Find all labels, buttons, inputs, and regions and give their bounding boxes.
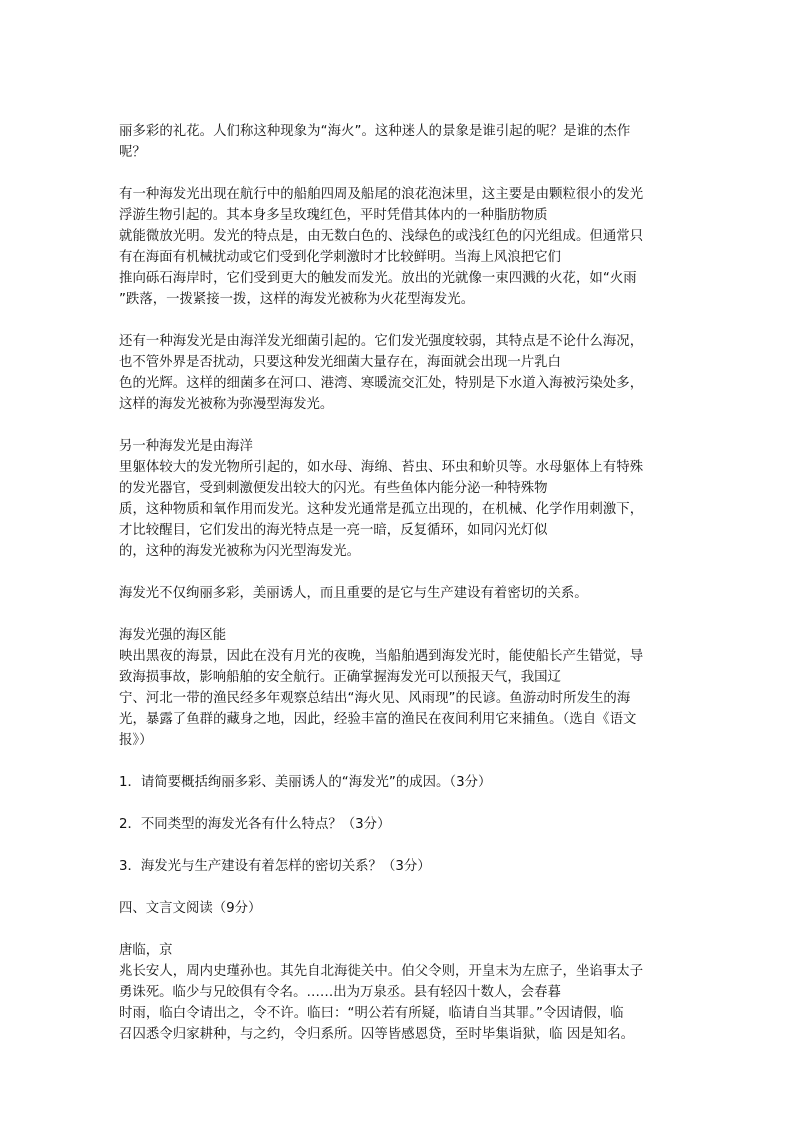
paragraph-relation xyxy=(119,583,677,604)
text-line: 3．海发光与生产建设有着怎样的密切关系？（3分） xyxy=(119,859,431,874)
text-line: 另一种海发光是由海洋 xyxy=(119,439,253,454)
section-heading-classical-reading xyxy=(119,898,677,919)
text-line: 还有一种海发光是由海洋发光细菌引起的。它们发光强度较弱，其特点是不论什么海况， xyxy=(119,334,644,349)
paragraph-applications xyxy=(119,625,677,751)
text-line: 海发光强的海区能 xyxy=(119,628,227,643)
text-line: 呢？ xyxy=(119,145,146,160)
text-line: 召囚悉令归家耕种，与之约，令归系所。囚等皆感恩贷，至时毕集诣狱，临 因是知名。 xyxy=(119,1027,635,1042)
text-line: 就能微放光明。发光的特点是，由无数白色的、浅绿色的或浅红色的闪光组成。但通常只 xyxy=(119,229,644,244)
text-line: 勇诛死。临少与兄皎俱有令名。……出为万泉丞。县有轻囚十数人，会春暮 xyxy=(119,985,561,1000)
text-line: 有在海面有机械扰动或它们受到化学刺激时才比较鲜明。当海上风浪把它们 xyxy=(119,250,561,265)
text-line: ”跌落，一拨紧接一拨，这样的海发光被称为火花型海发光。 xyxy=(119,292,475,307)
text-line: 致海损事故，影响船舶的安全航行。正确掌握海发光可以预报天气，我国辽 xyxy=(119,670,561,685)
text-line: 四、文言文阅读（9分） xyxy=(119,901,262,916)
text-line: 兆长安人，周内史瑾孙也。其先自北海徙关中。伯父令则，开皇末为左庶子，坐谄事太子 xyxy=(119,964,644,979)
text-line: 这样的海发光被称为弥漫型海发光。 xyxy=(119,397,334,412)
text-line: 的，这种的海发光被称为闪光型海发光。 xyxy=(119,544,361,559)
text-line: 丽多彩的礼花。人们称这种现象为“海火”。这种迷人的景象是谁引起的呢？是谁的杰作 xyxy=(119,124,631,139)
question-3 xyxy=(119,856,677,877)
text-line: 色的光辉。这样的细菌多在河口、港湾、寒暖流交汇处，特别是下水道入海被污染处多， xyxy=(119,376,644,391)
text-line: 光，暴露了鱼群的藏身之地，因此，经验丰富的渔民在夜间利用它来捕鱼。（选自《语文 xyxy=(119,712,637,727)
text-line: 2．不同类型的海发光各有什么特点？（3分） xyxy=(119,817,391,832)
text-line: 浮游生物引起的。其本身多呈玫瑰红色，平时凭借其体内的一种脂肪物质 xyxy=(119,208,548,223)
paragraph-haihuo-intro xyxy=(119,121,677,163)
text-line: 映出黑夜的海景，因此在没有月光的夜晚，当船舶遇到海发光时，能使船长产生错觉，导 xyxy=(119,649,644,664)
paragraph-flash-type xyxy=(119,436,677,562)
paragraph-diffuse-type xyxy=(119,331,677,415)
text-line: 时雨，临白令请出之，令不许。临曰：“明公若有所疑，临请自当其罪。”令因请假，临 xyxy=(119,1006,624,1021)
text-line: 也不管外界是否扰动，只要这种发光细菌大量存在，海面就会出现一片乳白 xyxy=(119,355,561,370)
text-line: 1．请简要概括绚丽多彩、美丽诱人的“海发光”的成因。（3分） xyxy=(119,775,492,790)
text-line: 质，这种物质和氧作用而发光。这种发光通常是孤立出现的，在机械、化学作用刺激下， xyxy=(119,502,644,517)
document-page xyxy=(119,121,677,1066)
text-line: 海发光不仅绚丽多彩，美丽诱人，而且重要的是它与生产建设有着密切的关系。 xyxy=(119,586,588,601)
text-line: 唐临，京 xyxy=(119,943,173,958)
paragraph-tang-lin xyxy=(119,940,677,1045)
text-line: 宁、河北一带的渔民经多年观察总结出“海火见、风雨现”的民谚。鱼游动时所发生的海 xyxy=(119,691,631,706)
text-line: 推向砾石海岸时，它们受到更大的触发而发光。放出的光就像一束四溅的火花，如“火雨 xyxy=(119,271,637,286)
text-line: 里躯体较大的发光物所引起的，如水母、海绵、苔虫、环虫和蚧贝等。水母躯体上有特殊 xyxy=(119,460,644,475)
text-line: 的发光器官，受到刺激便发出较大的闪光。有些鱼体内能分泌一种特殊物 xyxy=(119,481,548,496)
paragraph-spark-type xyxy=(119,184,677,310)
text-line: 有一种海发光出现在航行中的船舶四周及船尾的浪花泡沫里，这主要是由颗粒很小的发光 xyxy=(119,187,644,202)
question-1 xyxy=(119,772,677,793)
text-line: 才比较醒目，它们发出的海光特点是一亮一暗，反复循环，如同闪光灯似 xyxy=(119,523,548,538)
question-2 xyxy=(119,814,677,835)
text-line: 报》） xyxy=(119,733,153,748)
